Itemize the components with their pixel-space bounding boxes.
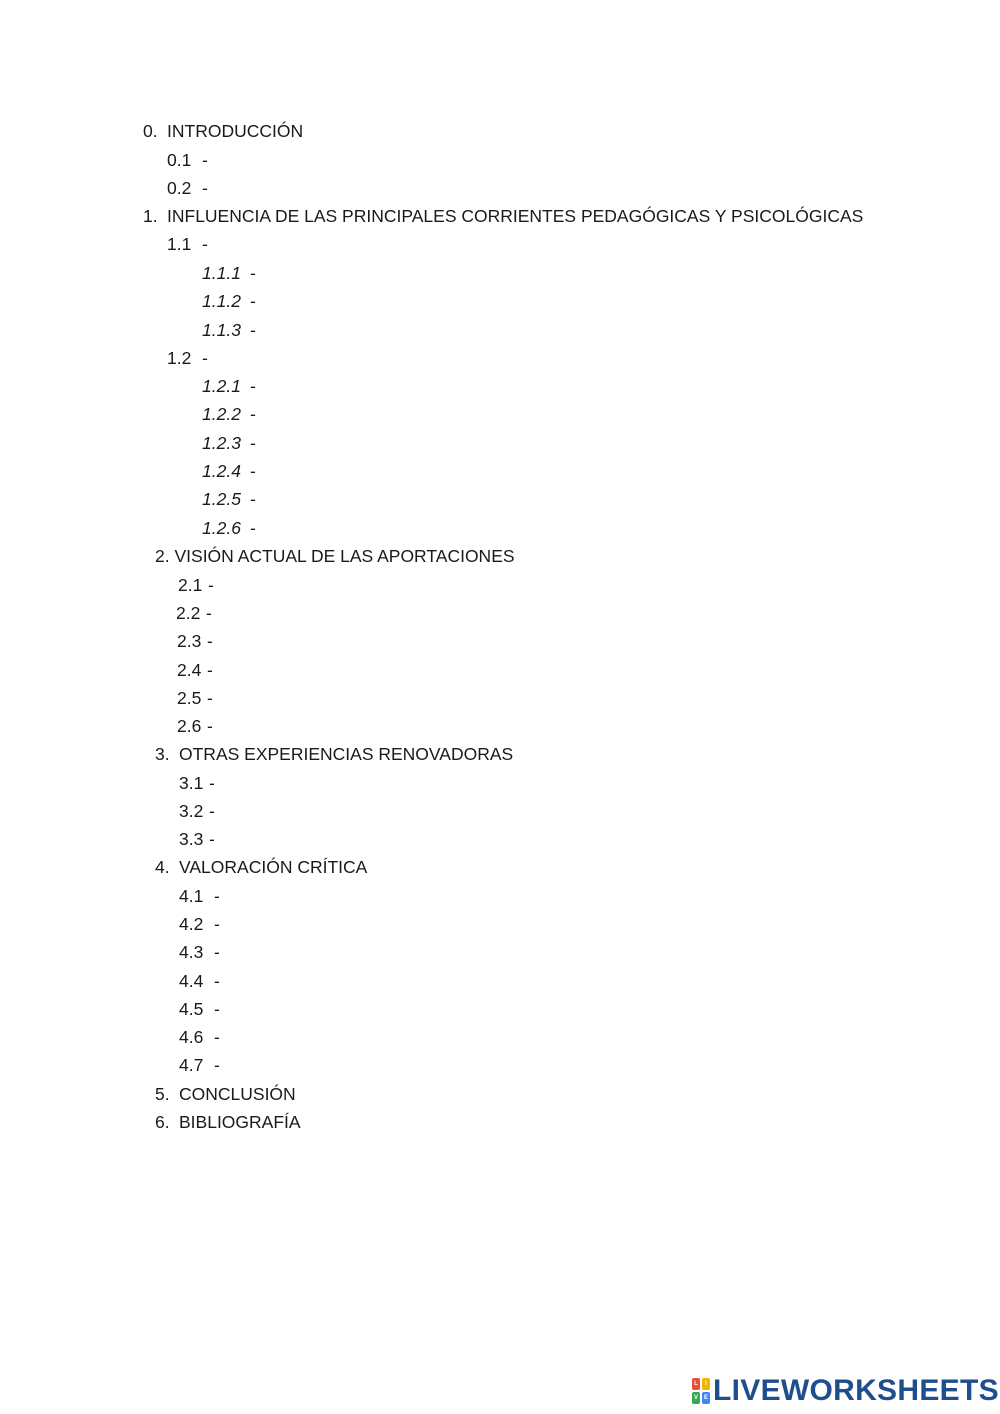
item-text: - (209, 801, 215, 821)
item-text: - (207, 688, 213, 708)
item-number: 2.3 (177, 631, 202, 651)
item-number: 4.2 (179, 914, 204, 934)
item-text: BIBLIOGRAFÍA (179, 1112, 301, 1132)
outline-item (202, 263, 256, 283)
liveworksheets-logo (692, 1376, 999, 1406)
item-number: 1.2 (167, 348, 192, 368)
item-number: 3. (155, 744, 170, 764)
item-number: 0. (143, 121, 158, 141)
logo-text: LIVEWORKSHEETS (713, 1374, 999, 1407)
item-number: 1.1 (167, 234, 192, 254)
outline-item (155, 546, 515, 566)
item-number: 1.2.1 (202, 376, 241, 396)
item-text: - (250, 291, 256, 311)
outline-item (177, 660, 213, 680)
item-number: 1.2.2 (202, 404, 241, 424)
outline-item (177, 716, 213, 736)
item-number: 1.1.1 (202, 263, 241, 283)
item-text: - (250, 376, 256, 396)
item-number: 4.7 (179, 1055, 204, 1075)
outline-item (179, 942, 220, 962)
outline-item (179, 886, 220, 906)
item-text: - (214, 1055, 220, 1075)
outline-item (178, 575, 214, 595)
outline-item (179, 971, 220, 991)
liveworksheets-mark-icon (692, 1378, 710, 1404)
item-text: INFLUENCIA DE LAS PRINCIPALES CORRIENTES PEDAGÓGICAS Y PSICOLÓGICAS (167, 206, 864, 226)
mark-tile: L (692, 1378, 700, 1390)
item-text: - (208, 575, 214, 595)
outline-item (155, 857, 367, 877)
item-text: - (250, 263, 256, 283)
item-number: 2.5 (177, 688, 202, 708)
item-text: - (207, 631, 213, 651)
mark-tile: V (692, 1392, 700, 1404)
item-text: - (250, 518, 256, 538)
item-number: 2.4 (177, 660, 202, 680)
outline-item (179, 801, 215, 821)
outline-item (177, 631, 213, 651)
item-text: - (250, 404, 256, 424)
item-text: INTRODUCCIÓN (167, 121, 304, 141)
item-text: - (250, 433, 256, 453)
item-number: 2.1 (178, 575, 203, 595)
outline-item (179, 773, 215, 793)
item-text: - (202, 234, 208, 254)
item-text: - (214, 914, 220, 934)
item-text: - (214, 886, 220, 906)
item-number: 1.2.3 (202, 433, 241, 453)
outline-item (202, 404, 256, 424)
item-text: - (214, 999, 220, 1019)
item-number: 1.2.6 (202, 518, 241, 538)
outline-item (179, 914, 220, 934)
item-number: 0.2 (167, 178, 192, 198)
outline-item (202, 518, 256, 538)
outline-item (176, 603, 212, 623)
item-number: 4.4 (179, 971, 204, 991)
item-text: - (250, 320, 256, 340)
item-number: 3.1 (179, 773, 204, 793)
item-text: VISIÓN ACTUAL DE LAS APORTACIONES (174, 546, 515, 566)
item-number: 3.2 (179, 801, 204, 821)
mark-tile: E (702, 1392, 710, 1404)
mark-tile: I (702, 1378, 710, 1390)
item-number: 4.1 (179, 886, 204, 906)
outline-item (202, 489, 256, 509)
outline-item (179, 829, 215, 849)
outline-item (143, 121, 303, 141)
item-text: - (202, 178, 208, 198)
item-text: - (202, 348, 208, 368)
item-text: CONCLUSIÓN (179, 1084, 296, 1104)
item-number: 6. (155, 1112, 170, 1132)
item-text: - (206, 603, 212, 623)
item-number: 4.6 (179, 1027, 204, 1047)
outline-item (155, 1084, 296, 1104)
outline-item (179, 1027, 220, 1047)
item-text: - (250, 489, 256, 509)
outline-item (143, 206, 863, 226)
item-text: OTRAS EXPERIENCIAS RENOVADORAS (179, 744, 514, 764)
item-text: - (214, 1027, 220, 1047)
item-text: - (207, 660, 213, 680)
item-text: - (209, 829, 215, 849)
outline-item (167, 234, 208, 254)
item-number: 1.1.2 (202, 291, 241, 311)
item-text: - (202, 150, 208, 170)
item-text: - (207, 716, 213, 736)
item-number: 1.2.5 (202, 489, 241, 509)
item-number: 0.1 (167, 150, 192, 170)
item-number: 3.3 (179, 829, 204, 849)
item-number: 1. (143, 206, 158, 226)
outline-item (202, 433, 256, 453)
item-number: 2. (155, 546, 170, 566)
item-text: VALORACIÓN CRÍTICA (179, 857, 368, 877)
item-number: 5. (155, 1084, 170, 1104)
item-number: 4.5 (179, 999, 204, 1019)
outline-item (155, 744, 513, 764)
outline-item (167, 150, 208, 170)
outline-item (179, 1055, 220, 1075)
outline-item (202, 376, 256, 396)
outline-item (177, 688, 213, 708)
item-number: 4. (155, 857, 170, 877)
item-number: 4.3 (179, 942, 204, 962)
item-number: 1.2.4 (202, 461, 241, 481)
outline-item (155, 1112, 301, 1132)
item-number: 1.1.3 (202, 320, 241, 340)
item-text: - (250, 461, 256, 481)
outline-item (202, 461, 256, 481)
item-text: - (214, 971, 220, 991)
item-text: - (214, 942, 220, 962)
outline-item (167, 178, 208, 198)
item-number: 2.2 (176, 603, 201, 623)
item-text: - (209, 773, 215, 793)
outline-item (202, 291, 256, 311)
outline-item (179, 999, 220, 1019)
outline-item (167, 348, 208, 368)
item-number: 2.6 (177, 716, 202, 736)
outline-item (202, 320, 256, 340)
